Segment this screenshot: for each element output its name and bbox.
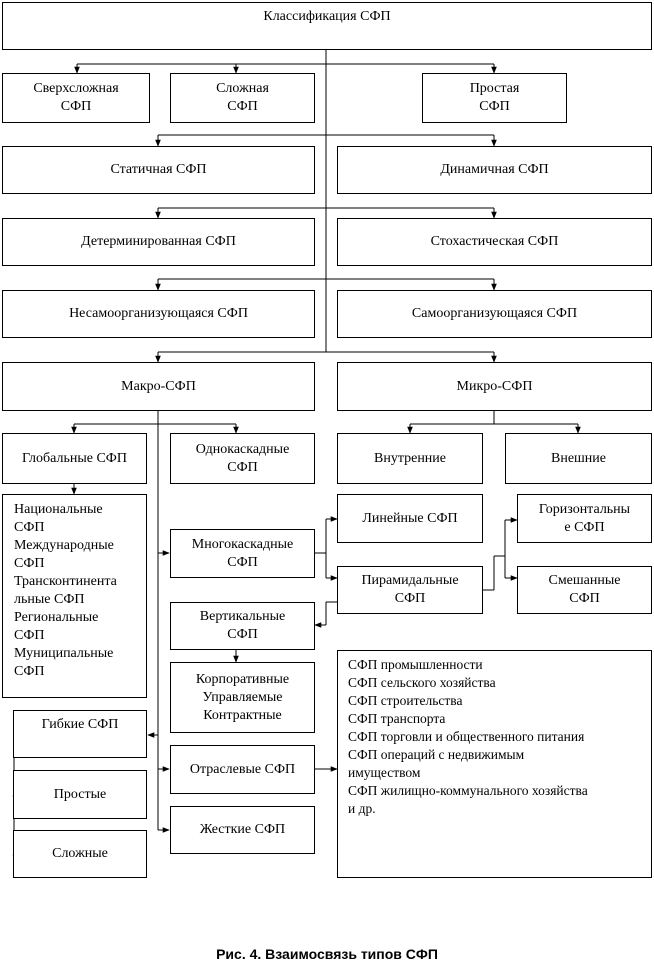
macro-label: Макро-СФП: [121, 378, 196, 394]
macro-box: [2, 362, 315, 411]
nonself-box: [2, 290, 315, 338]
corporate-box: [170, 662, 315, 733]
horizontal-label: Горизонтальны е СФП: [538, 501, 631, 535]
supercomplex-box: [2, 73, 150, 123]
onecascade-box: [170, 433, 315, 484]
micro-box: [337, 362, 652, 411]
multicascade-label: Многокаскадные СФП: [191, 536, 294, 570]
internal-label: Внутренние: [373, 450, 447, 466]
self-label: Самоорганизующаяся СФП: [411, 306, 578, 321]
nonself-label: Несамоорганизующаяся СФП: [69, 306, 248, 321]
flexible-label: Гибкие СФП: [41, 717, 119, 732]
classification-title-box: [2, 2, 652, 50]
stochastic-box: [337, 218, 652, 266]
global-list: Национальные СФП Международные СФП Трансконтинента льные СФП Региональные СФП Муниципальные СФП: [14, 502, 117, 679]
sectors-box: [337, 650, 652, 878]
complex-flex-box: [13, 830, 147, 878]
simple-label: Простая СФП: [469, 81, 520, 114]
flexible-box: [13, 710, 147, 758]
corporate-label: Корпоративные Управляемые Контрактные: [195, 671, 290, 723]
micro-label: Микро-СФП: [456, 378, 533, 394]
static-box: [2, 146, 315, 194]
pyramidal-label: Пирамидальные СФП: [361, 573, 459, 606]
figure-caption: Рис. 4. Взаимосвязь типов СФП: [216, 946, 438, 962]
pyramidal-box: [337, 566, 483, 614]
external-box: [505, 433, 652, 484]
multicascade-box: [170, 529, 315, 578]
simple-box: [422, 73, 567, 123]
simple-flex-label: Простые: [53, 786, 107, 802]
internal-box: [337, 433, 483, 484]
dynamic-label: Динамичная СФП: [440, 162, 549, 177]
deterministic-label: Детерминированная СФП: [81, 234, 236, 249]
self-box: [337, 290, 652, 338]
vertical-box: [170, 602, 315, 650]
linear-label: Линейные СФП: [362, 510, 458, 526]
sectoral-label: Отраслевые СФП: [189, 761, 296, 777]
rigid-box: [170, 806, 315, 854]
static-label: Статичная СФП: [110, 162, 207, 177]
global-label: Глобальные СФП: [22, 450, 127, 466]
sectoral-box: [170, 745, 315, 794]
rigid-label: Жесткие СФП: [199, 822, 286, 837]
mixed-label: Смешанные СФП: [548, 573, 621, 606]
complex-label: Сложная СФП: [216, 81, 269, 114]
supercomplex-label: Сверхсложная СФП: [33, 81, 119, 114]
complex-box: [170, 73, 315, 123]
global-box: [2, 433, 147, 484]
stochastic-label: Стохастическая СФП: [430, 234, 559, 249]
linear-box: [337, 494, 483, 543]
classification-title: Классификация СФП: [263, 9, 391, 24]
complex-flex-label: Сложные: [52, 846, 108, 861]
external-label: Внешние: [550, 450, 607, 466]
mixed-box: [517, 566, 652, 614]
horizontal-box: [517, 494, 652, 543]
onecascade-label: Однокаскадные СФП: [195, 441, 290, 475]
dynamic-box: [337, 146, 652, 194]
simple-flex-box: [13, 770, 147, 819]
vertical-label: Вертикальные СФП: [199, 609, 286, 642]
deterministic-box: [2, 218, 315, 266]
sectors-list: СФП промышленности СФП сельского хозяйства СФП строительства СФП транспорта СФП торговли и общественного питания СФП операций с недвижимым имуществом СФП жилищно-коммунального хозяйства и др.: [348, 657, 588, 816]
global-list-box: [2, 494, 147, 698]
